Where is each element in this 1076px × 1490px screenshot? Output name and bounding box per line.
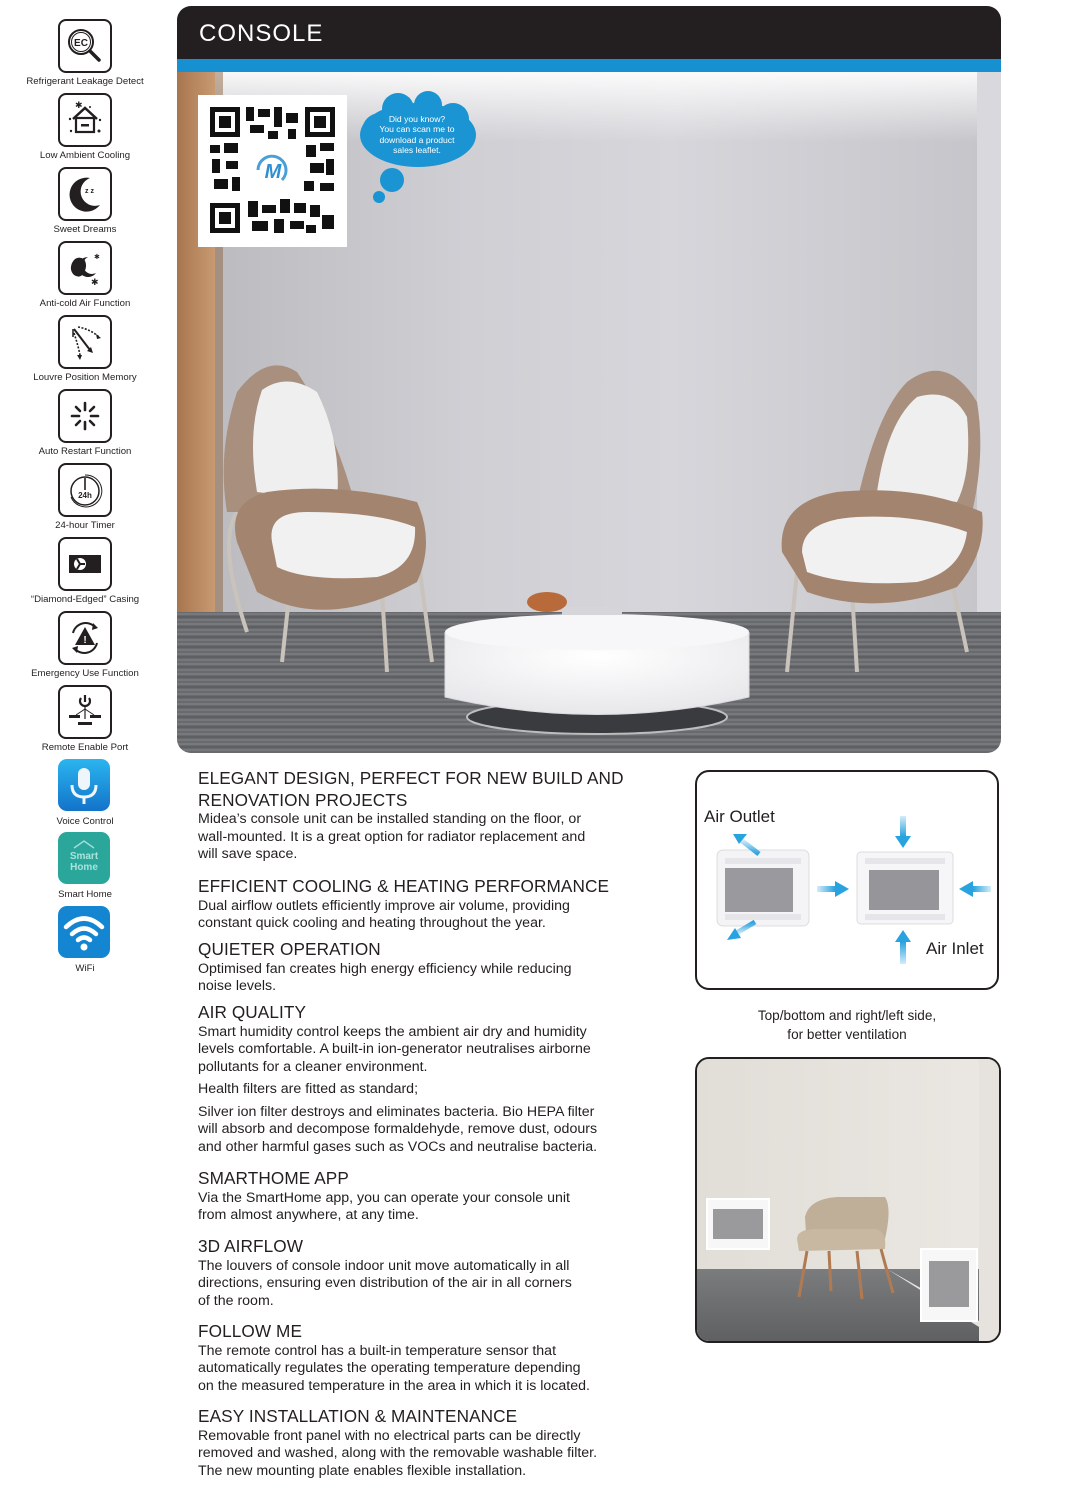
feature-label: Louvre Position Memory — [33, 372, 137, 383]
voice-control-icon — [58, 759, 110, 811]
section-body: Health filters are fitted as standard; — [198, 1081, 419, 1098]
section-quieter-operation — [198, 939, 678, 996]
diamond-edged-casing-icon — [58, 537, 112, 591]
feature-label: 24-hour Timer — [55, 520, 115, 531]
section-air-quality — [198, 1002, 678, 1157]
section-heading: ELEGANT DESIGN, PERFECT FOR NEW BUILD AND RENOVATION PROJECTS — [198, 768, 624, 810]
smart-home-icon — [58, 832, 110, 884]
feature-label: Anti-cold Air Function — [39, 298, 131, 309]
section-easy-installation — [198, 1406, 678, 1480]
emergency-glyph: ! — [83, 635, 87, 646]
section-heading: SMARTHOME APP — [198, 1168, 349, 1188]
wifi-icon — [58, 906, 110, 958]
qr-code[interactable] — [198, 95, 347, 247]
qr-logo-letter: M — [264, 161, 282, 183]
timer-24h-icon — [58, 463, 112, 517]
section-body: Optimised fan creates high energy efficiency while reducing noise levels. — [198, 960, 572, 995]
feature-label: Auto Restart Function — [38, 446, 132, 457]
timer-glyph: 24h — [78, 491, 92, 500]
svg-text:✱: ✱ — [75, 100, 83, 110]
section-body: Silver ion filter destroys and eliminates bacteria. Bio HEPA filter will absorb and decompose formaldehyde, remove dust, odours and other harmful gases such as VOCs and neutralise bacteria. — [198, 1103, 598, 1156]
feature-label: Sweet Dreams — [53, 224, 117, 235]
section-heading: AIR QUALITY — [198, 1002, 307, 1022]
section-heading: 3D AIRFLOW — [198, 1236, 304, 1256]
section-3d-airflow — [198, 1236, 678, 1310]
ec-glyph: EC — [74, 38, 88, 49]
feature-label: Remote Enable Port — [41, 742, 129, 753]
emergency-use-icon — [58, 611, 112, 665]
section-efficient-cooling — [198, 876, 678, 933]
low-ambient-cooling-icon — [58, 93, 112, 147]
section-heading: EASY INSTALLATION & MAINTENANCE — [198, 1406, 518, 1426]
svg-text:Smart: Smart — [69, 851, 99, 862]
sweet-dreams-icon — [58, 167, 112, 221]
feature-label: Smart Home — [58, 889, 112, 900]
title-bar — [177, 6, 1001, 59]
section-body: Midea’s console unit can be installed standing on the floor, or wall-mounted. It is a great option for radiator replacement and will save space. — [198, 811, 586, 863]
info-bubble — [358, 91, 478, 173]
feature-label: Refrigerant Leakage Detect — [26, 76, 144, 87]
bubble-dot-small — [373, 191, 385, 203]
console-unit-left — [717, 850, 809, 926]
section-smarthome-app — [198, 1168, 678, 1225]
section-body: Via the SmartHome app, you can operate your console unit from almost anywhere, at any time. — [198, 1189, 570, 1224]
page-title: CONSOLE — [199, 20, 324, 47]
svg-text:✱: ✱ — [94, 254, 100, 261]
auto-restart-icon — [58, 389, 112, 443]
feature-label: Voice Control — [56, 816, 114, 827]
installation-photo — [695, 1057, 1001, 1343]
air-inlet-label: Air Inlet — [926, 939, 984, 958]
feature-label: Low Ambient Cooling — [39, 150, 131, 161]
section-elegant-design — [198, 768, 678, 864]
section-heading: EFFICIENT COOLING & HEATING PERFORMANCE — [198, 876, 610, 896]
remote-enable-port-icon — [58, 685, 112, 739]
feature-label: “Diamond-Edged” Casing — [30, 594, 140, 605]
section-body: Smart humidity control keeps the ambient air dry and humidity levels comfortable. A built-in ion-generator neutralises airborne pollutants for a cleaner environment. — [198, 1023, 591, 1075]
zz-glyph: z z — [85, 188, 94, 195]
svg-text:Home: Home — [70, 862, 98, 873]
bubble-text: Did you know? You can scan me to download a product sales leaflet. — [379, 114, 455, 155]
section-body: The remote control has a built-in temperature sensor that automatically regulates the operating temperature depending on the measured temperature in the area in which it is located. — [198, 1342, 590, 1394]
airflow-arrows — [697, 772, 997, 988]
airflow-diagram — [695, 770, 999, 990]
diagram-caption: Top/bottom and right/left side, for better ventilation — [757, 1008, 937, 1042]
air-outlet-label: Air Outlet — [704, 807, 775, 826]
refrigerant-leak-detect-icon — [58, 19, 112, 73]
section-follow-me — [198, 1321, 678, 1395]
section-body: The louvers of console indoor unit move automatically in all directions, ensuring even distribution of the air in all corners of the room. — [198, 1257, 572, 1309]
feature-label: WiFi — [75, 963, 95, 974]
bubble-dot-large — [380, 168, 404, 192]
anti-cold-air-icon — [58, 241, 112, 295]
svg-text:✱: ✱ — [91, 277, 99, 287]
accent-bar — [177, 59, 1001, 72]
console-unit-right — [857, 852, 953, 924]
louvre-position-memory-icon — [58, 315, 112, 369]
section-body: Removable front panel with no electrical parts can be directly removed and washed, along with the removable washable filter. The new mounting plate enables flexible installation. — [198, 1427, 598, 1479]
feature-label: Emergency Use Function — [31, 668, 139, 679]
section-heading: QUIETER OPERATION — [198, 939, 381, 959]
section-body: Dual airflow outlets efficiently improve air volume, providing constant quick cooling and heating throughout the year. — [198, 897, 570, 932]
section-heading: FOLLOW ME — [198, 1321, 303, 1341]
